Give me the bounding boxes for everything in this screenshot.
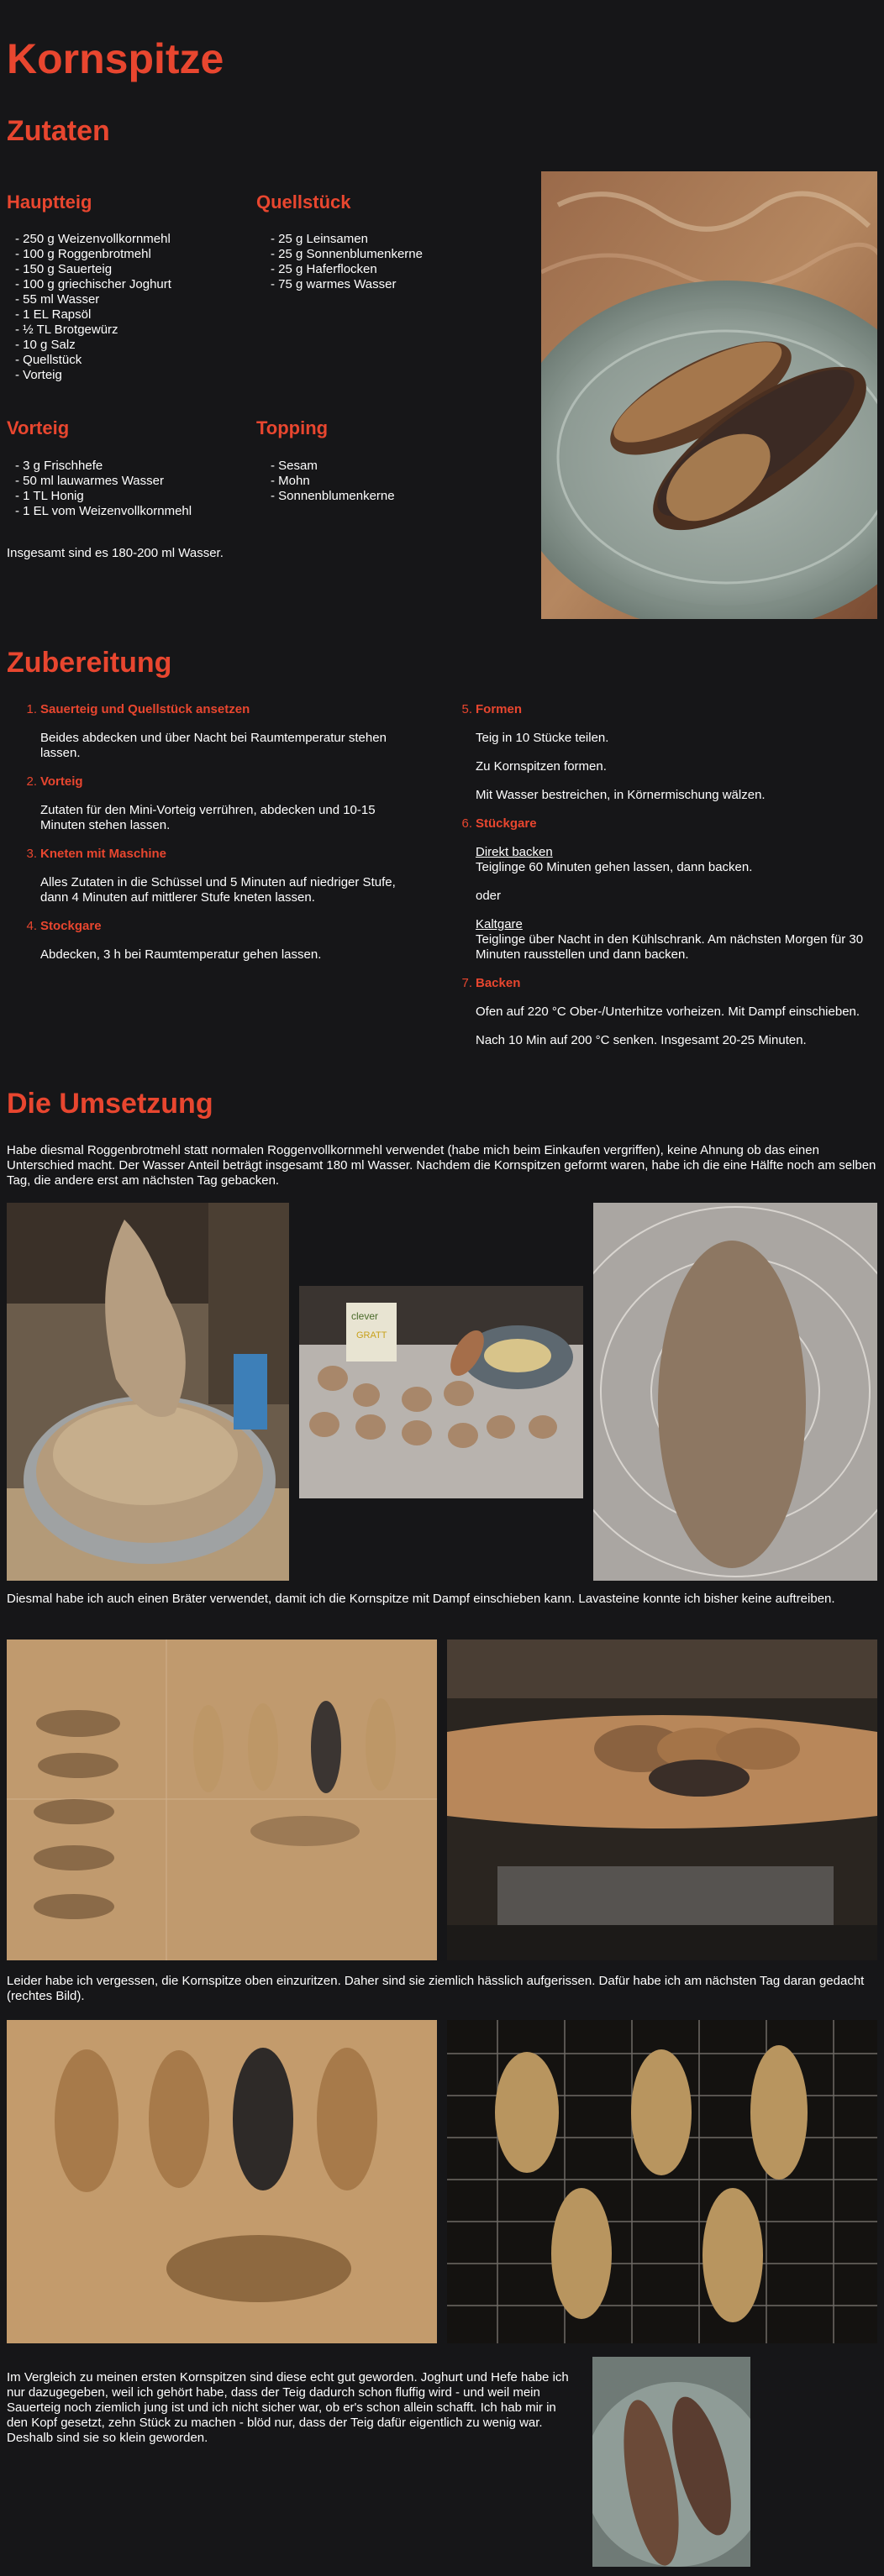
step-title: Formen <box>476 702 523 716</box>
baked-kornspitzen-paper-photo <box>7 2020 437 2343</box>
ingredient-item: - 100 g griechischer Joghurt <box>15 277 171 291</box>
ingredient-item: - 3 g Frischhefe <box>15 459 103 473</box>
kaltgare-label: Kaltgare <box>476 917 523 931</box>
direkt-backen-label: Direkt backen <box>476 845 553 859</box>
quellstueck-heading: Quellstück <box>256 191 351 212</box>
umsetzung-paragraph-4: Im Vergleich zu meinen ersten Kornspitzen sind diese echt gut geworden. Joghurt und Hefe habe ich nur dazugegeben, weil ich gehört habe, dass der Teig dadurch schon fluffig wird - und weil mein Sauerteig noch ziemlich jung ist und ich nicht sicher war, ob er's schon allein schafft. Ich hab mir in den Kopf gesetzt, zehn Stück zu machen - blöd nur, dass der Teig dafür eigentlich zu wenig war. Deshalb sind sie so klein geworden. <box>7 2370 569 2445</box>
ingredient-item: - Mohn <box>271 474 310 488</box>
section-heading-umsetzung: Die Umsetzung <box>7 1088 213 1120</box>
step-title: Backen <box>476 976 521 990</box>
step-number: 5. <box>461 702 472 716</box>
steps-right <box>461 702 871 1062</box>
step-title: Stockgare <box>40 919 102 933</box>
quellstueck-list <box>271 232 423 292</box>
ingredient-item: - 1 EL vom Weizenvollkornmehl <box>15 504 192 518</box>
umsetzung-paragraph-1: Habe diesmal Roggenbrotmehl statt normalen Roggenvollkornmehl verwendet (habe mich beim Einkaufen vergriffen), keine Ahnung ob das einen Unterschied macht. Der Wasser Anteil beträgt insgesamt 180 ml Wasser. Nachdem die Kornspitzen geformt waren, habe ich die eine Hälfte noch am selben Tag, die andere erst am nächsten Tag gebacken. <box>7 1143 876 1188</box>
section-heading-zubereitung: Zubereitung <box>7 647 172 679</box>
vorteig-list <box>15 459 192 519</box>
ingredient-item: - 1 TL Honig <box>15 489 84 503</box>
step-title: Sauerteig und Quellstück ansetzen <box>40 702 250 716</box>
step-text: Ofen auf 220 °C Ober-/Unterhitze vorheizen. Mit Dampf einschieben. <box>476 1005 860 1019</box>
step-title: Vorteig <box>40 774 83 789</box>
ingredient-item: - 25 g Sonnenblumenkerne <box>271 247 423 261</box>
step-text: Beides abdecken und über Nacht bei Raumtemperatur stehen lassen. <box>40 731 387 760</box>
direkt-backen-text: Teiglinge 60 Minuten gehen lassen, dann backen. <box>476 860 753 874</box>
ingredient-item: - 250 g Weizenvollkornmehl <box>15 232 171 246</box>
ingredient-item: - ½ TL Brotgewürz <box>15 323 118 337</box>
mixer-bowl-photo <box>7 1203 289 1581</box>
cut-kornspitze-photo <box>592 2357 750 2567</box>
ingredient-item: - 150 g Sauerteig <box>15 262 113 276</box>
oven-roaster-photo <box>447 1640 877 1960</box>
kornspitzen-tray-photo <box>7 1640 437 1960</box>
ingredient-item: - 1 EL Rapsöl <box>15 307 92 322</box>
ingredient-item: - 50 ml lauwarmes Wasser <box>15 474 164 488</box>
step-text: Zutaten für den Mini-Vorteig verrühren, abdecken und 10-15 Minuten stehen lassen. <box>40 803 376 832</box>
step-7 <box>461 976 871 1048</box>
ingredient-item: - 55 ml Wasser <box>15 292 100 307</box>
step-title: Kneten mit Maschine <box>40 847 167 861</box>
ingredient-item: - 75 g warmes Wasser <box>271 277 397 291</box>
step-text: Mit Wasser bestreichen, in Körnermischung wälzen. <box>476 788 766 802</box>
step-4 <box>26 919 410 963</box>
umsetzung-paragraph-2: Diesmal habe ich auch einen Bräter verwendet, damit ich die Kornspitze mit Dampf einschieben kann. Lavasteine konnte ich bisher keine auftreiben. <box>7 1592 835 1606</box>
ingredient-item: - 10 g Salz <box>15 338 76 352</box>
topping-heading: Topping <box>256 417 329 438</box>
cooling-rack-photo <box>447 2020 877 2343</box>
kaltgare-text: Teiglinge über Nacht in den Kühlschrank. Am nächsten Morgen für 30 Minuten rausstellen und dann backen. <box>476 932 864 962</box>
vorteig-heading: Vorteig <box>7 417 70 438</box>
package-label: clever <box>351 1310 379 1322</box>
steps-left <box>26 702 410 976</box>
step-number: 3. <box>26 847 37 861</box>
ingredient-item: - 25 g Leinsamen <box>271 232 368 246</box>
section-heading-zutaten: Zutaten <box>7 115 110 147</box>
step-number: 2. <box>26 774 37 789</box>
wasser-note: Insgesamt sind es 180-200 ml Wasser. <box>7 546 224 560</box>
ingredient-item: - Quellstück <box>15 353 82 367</box>
step-3 <box>26 847 410 905</box>
step-title: Stückgare <box>476 816 537 831</box>
ingredient-item: - Sesam <box>271 459 318 473</box>
step-6 <box>461 816 871 963</box>
kornspitzen-plate-photo <box>541 171 877 619</box>
package-label-2: GRATT <box>356 1330 387 1340</box>
step-text: Zu Kornspitzen formen. <box>476 759 607 774</box>
hauptteig-heading: Hauptteig <box>7 191 92 212</box>
hauptteig-list <box>15 232 171 383</box>
ingredient-item: - 25 g Haferflocken <box>271 262 377 276</box>
step-text: Alles Zutaten in die Schüssel und 5 Minuten auf niedriger Stufe, dann 4 Minuten auf mittlerer Stufe kneten lassen. <box>40 875 396 905</box>
dough-portions-photo <box>299 1286 583 1498</box>
step-1 <box>26 702 410 761</box>
step-2 <box>26 774 410 833</box>
step-text: Abdecken, 3 h bei Raumtemperatur gehen lassen. <box>40 947 322 962</box>
ingredient-item: - 100 g Roggenbrotmehl <box>15 247 151 261</box>
step-number: 6. <box>461 816 472 831</box>
ingredient-item: - Sonnenblumenkerne <box>271 489 395 503</box>
umsetzung-paragraph-3: Leider habe ich vergessen, die Kornspitze oben einzuritzen. Daher sind sie ziemlich hässlich aufgerissen. Dafür habe ich am nächsten Tag daran gedacht (rechtes Bild). <box>7 1974 865 2003</box>
oder-text: oder <box>476 889 502 903</box>
step-number: 4. <box>26 919 37 933</box>
shaped-dough-photo <box>593 1203 877 1581</box>
step-number: 7. <box>461 976 472 990</box>
topping-list <box>271 459 395 504</box>
step-text: Teig in 10 Stücke teilen. <box>476 731 609 745</box>
step-5 <box>461 702 871 803</box>
step-number: 1. <box>26 702 37 716</box>
ingredient-item: - Vorteig <box>15 368 62 382</box>
page-title: Kornspitze <box>7 35 224 82</box>
step-text: Nach 10 Min auf 200 °C senken. Insgesamt 20-25 Minuten. <box>476 1033 807 1047</box>
